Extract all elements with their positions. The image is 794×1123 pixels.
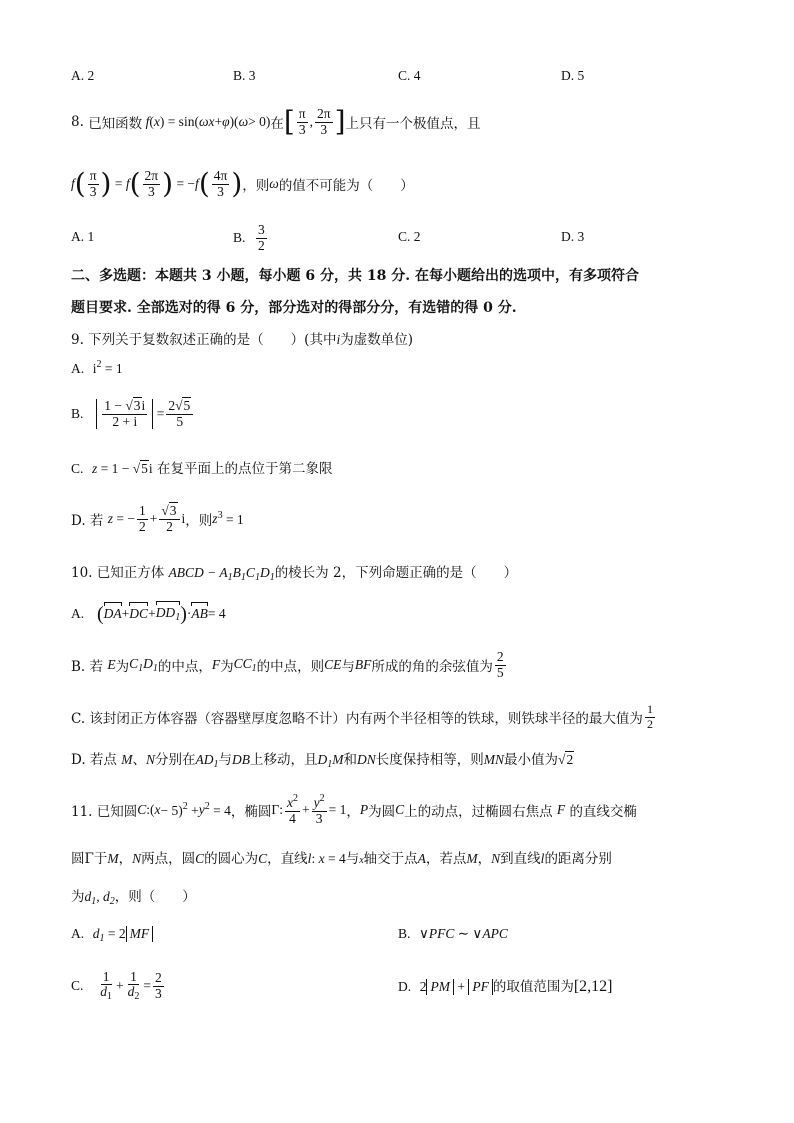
q9-option-a: A. $i^2 = 1$ [71,359,123,376]
q11-option-c: C. $\frac{1}{d_1}$ + $\frac{1}{d_2}$ = $\frac{2}{3}$ [71,968,162,1003]
q11-option-b: B. ∨PFC ∼ ∨APC [398,926,508,941]
q11-option-a: A. $d_1 = 2$ MF [71,926,153,944]
q9-option-b: B. $\frac{1 - √3i}{2 + i}$ = $\frac{2√5}{5}$ [71,390,195,438]
q10-option-b: B. 若 E 为 $C_1D_1$ 的中点， F 为 $CC_1$ 的中点，则 CE 与 BF 所成的角的余弦值为 $\frac{2}{5}$ [71,648,504,680]
q9-option-c: C. z = 1 − √5i 在复平面上的点位于第二象限 [71,461,333,477]
q7-option-d: D. 5 [561,68,585,83]
q11-stem-line1: 11. 已知圆 C :( x − 5)$^2$ + y $^2$ = 4 ，椭圆 Γ: $\frac{x^2}{4}$ + $\frac{y^2}{3}$ = 1 ， P 为圆 C 上的动点，过椭圆右焦点 F 的直线交椭 [71,793,637,826]
q8-stem-line2: f ( $\frac{\pi}{3}$ ) = f ( $\frac{2\pi}{3}$ ) = − f ( $\frac{4\pi}{3}$ ) ，则 ω 的值不可能为（ ） [71,167,414,200]
q8-option-d: D. 3 [561,229,585,244]
q8-stem-line1: 8. 已知函数 f ( x ) = sin( ωx + φ )( ω > 0) 在 [ $\frac{\pi}{3}$ , $\frac{2\pi}{3}$ ] 上只有一个极值点，且 [71,105,481,138]
q7-option-c: C. 4 [398,68,421,83]
section-heading-line1: 二、多选题：本题共 3 小题，每小题 6 分，共 18 分. 在每小题给出的选项中，有多项符合 [71,268,639,284]
q8-option-a: A. 1 [71,229,95,244]
q7-option-b: B. 3 [233,68,256,83]
q9-option-d: D. 若 z = − $\frac{1}{2}$ + $\frac{√3}{2}$ i ，则 z $^3$ = 1 [71,502,244,534]
q10-stem: 10. 已知正方体 ABCD − $A_1B_1C_1D_1$的棱长为 2，下列命题正确的是（ ） [71,565,518,583]
q11-stem-line2: 圆Γ于M，N两点，圆C的圆心为C，直线l: x = 4与x轴交于点A，若点M，N到直线l的距离分别 [71,851,612,867]
section-heading-line2: 题目要求. 全部选对的得 6 分，部分选对的得部分分，有选错的得 0 分. [71,300,517,316]
q10-option-d: D. 若点 M、N分别在$AD_1$与DB上移动，且$D_1M$和DN长度保持相等，则MN最小值为√2 [71,752,574,770]
q11-option-d: D. 2 PM + PF 的取值范围为[2,12] [398,978,613,995]
q11-stem-line3: 为$d_1$, $d_2$，则（ ） [71,889,196,907]
q9-stem: 9. 下列关于复数叙述正确的是（ ）(其中i为虚数单位) [71,332,413,348]
q7-option-a: A. 2 [71,68,95,83]
q10-option-c: C. 该封闭正方体容器（容器壁厚度忽略不计）内有两个半径相等的铁球，则铁球半径的最大值为 $\frac{1}{2}$ [71,702,653,731]
q10-option-a: A. ( DA + DC + $DD_1$ ) · AB = 4 [71,602,226,625]
q8-option-c: C. 2 [398,229,421,244]
q8-option-b: B. $\frac{3}{2}$ [233,221,265,253]
